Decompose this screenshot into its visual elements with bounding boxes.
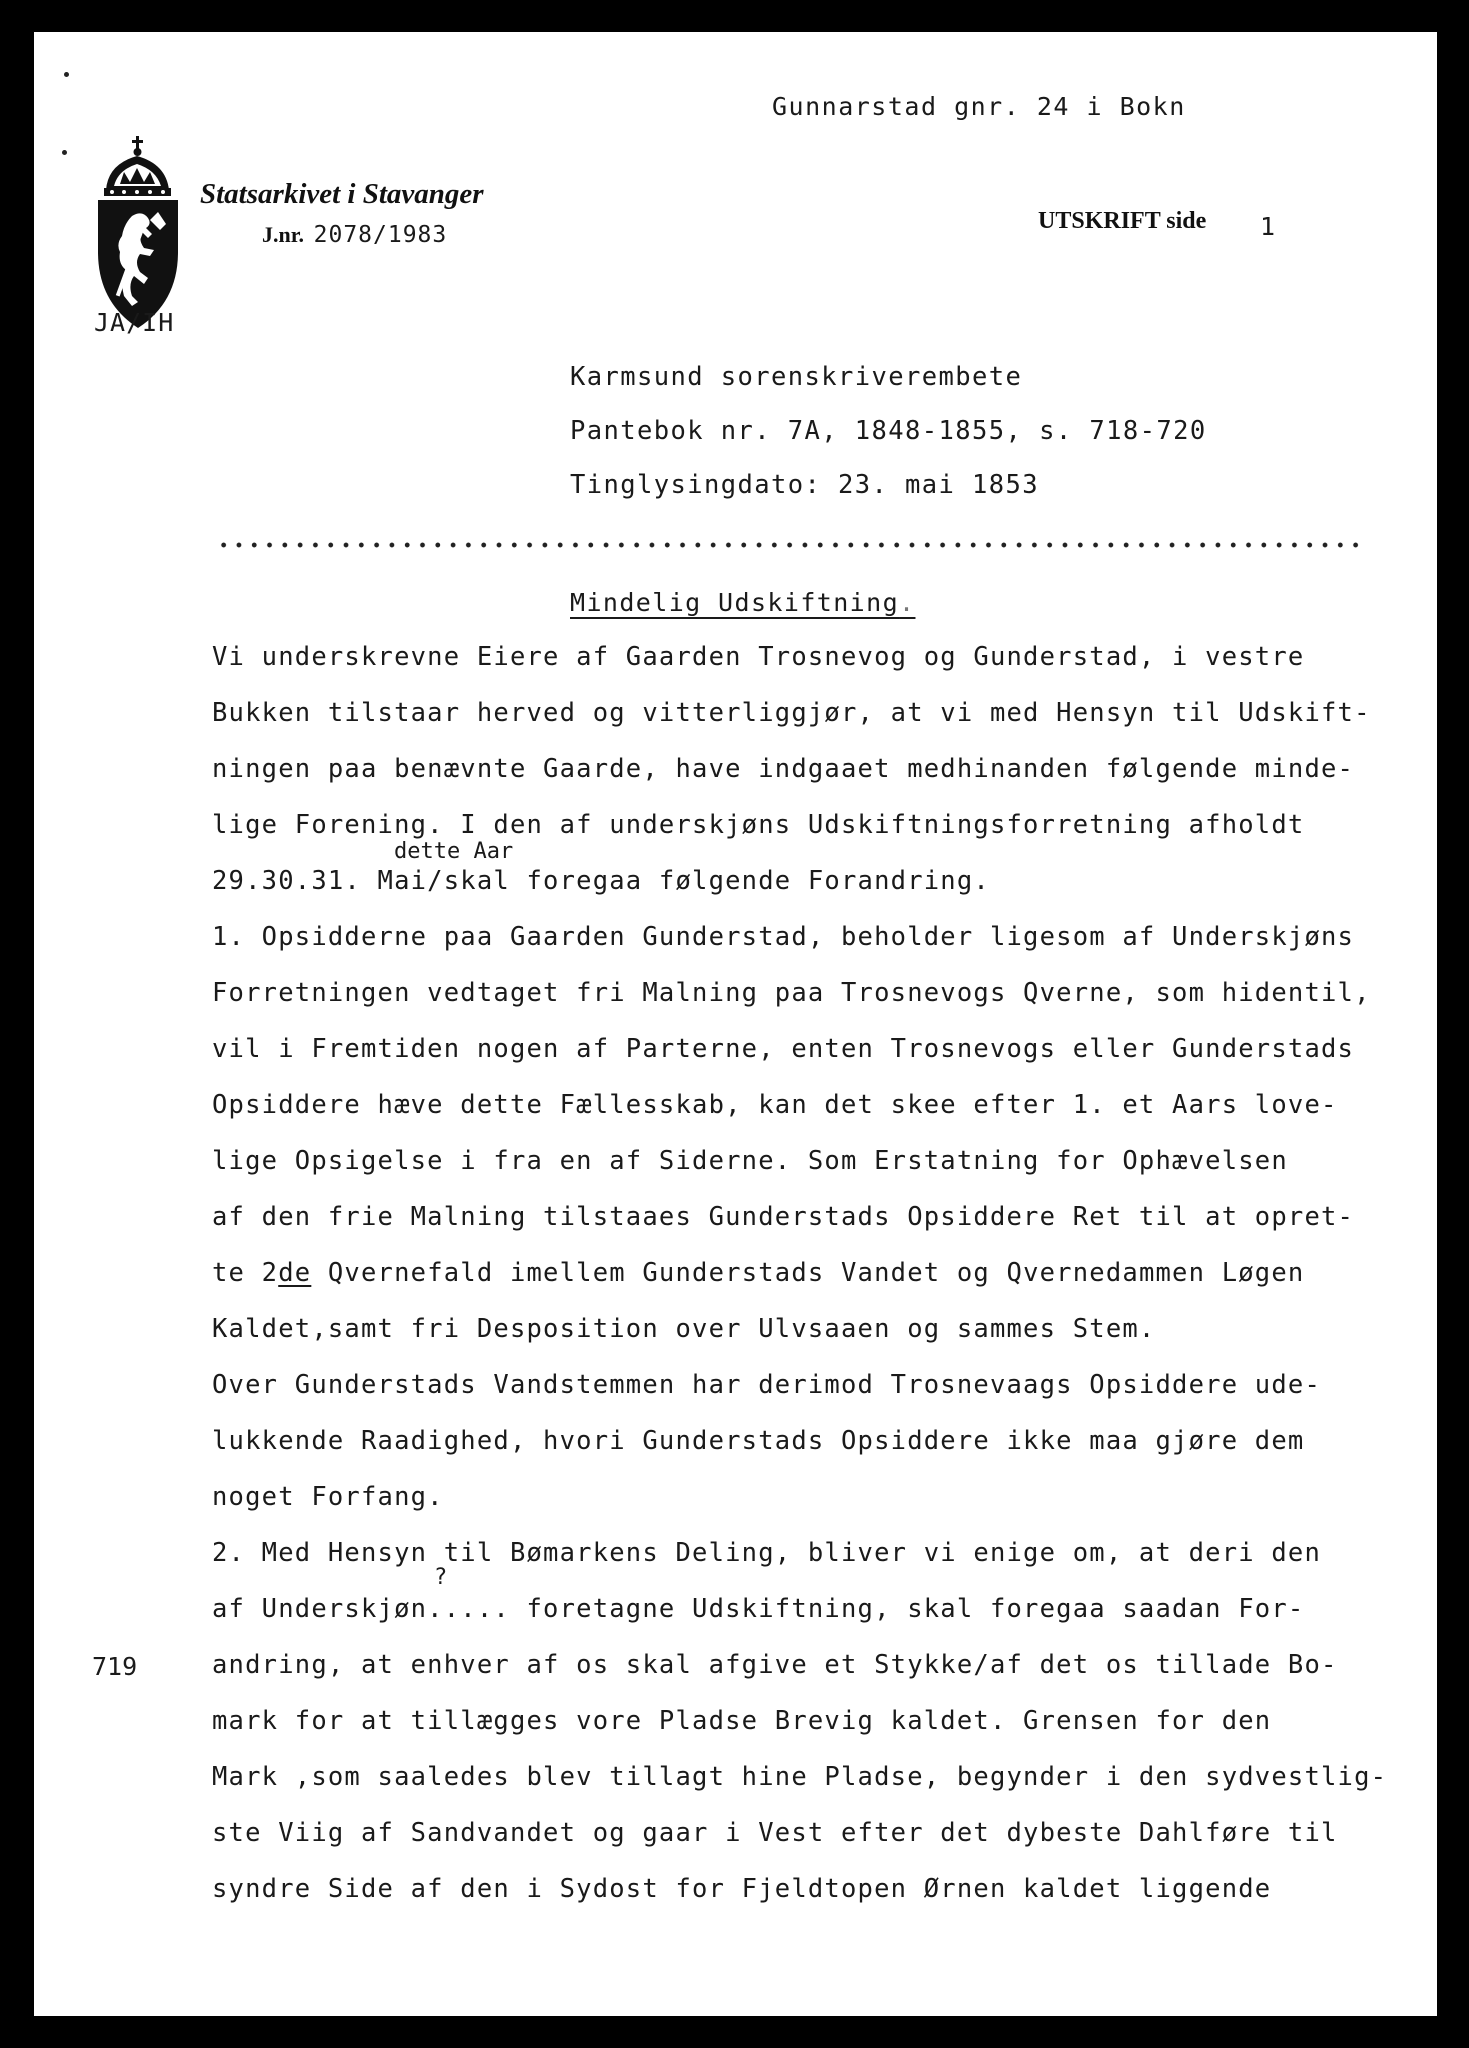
margin-page-number: 719 bbox=[92, 1652, 138, 1681]
line-prefix: te 2 bbox=[212, 1258, 279, 1288]
title-mark: . bbox=[899, 588, 916, 617]
text-line: ningen paa benævnte Gaarde, have indgaaet medhinanden følgende minde- bbox=[212, 754, 1355, 784]
text-line: af Underskjøn..... foretagne Udskiftning, skal foregaa saadan For- bbox=[212, 1594, 1305, 1624]
text-line bbox=[212, 1258, 1304, 1288]
source-office: Karmsund sorenskriverembete bbox=[570, 362, 1023, 392]
page-number: 1 bbox=[1260, 212, 1276, 241]
text-line: lige Forening. I den af underskjøns Udskiftningsforretning afholdt bbox=[212, 810, 1305, 840]
text-line: 2. Med Hensyn til Bømarkens Deling, bliver vi enige om, at deri den bbox=[212, 1538, 1322, 1568]
initials: JA/IH bbox=[94, 308, 175, 337]
interlinear-query: ? bbox=[434, 1565, 448, 1590]
document-title bbox=[570, 588, 915, 617]
text-line: lukkende Raadighed, hvori Gunderstads Opsiddere ikke maa gjøre dem bbox=[212, 1426, 1305, 1456]
document-title-text: Mindelig Udskiftning bbox=[570, 588, 900, 617]
text-line: syndre Side af den i Sydost for Fjeldtopen Ørnen kaldet liggende bbox=[212, 1874, 1272, 1904]
text-line: vil i Fremtiden nogen af Parterne, enten Trosnevogs eller Gunderstads bbox=[212, 1034, 1355, 1064]
text-line: af den frie Malning tilstaaes Gunderstads Opsiddere Ret til at opret- bbox=[212, 1202, 1355, 1232]
norwegian-coat-of-arms-icon bbox=[88, 132, 188, 332]
text-line: lige Opsigelse i fra en af Siderne. Som Erstatning for Ophævelsen bbox=[212, 1146, 1288, 1176]
archive-name: Statsarkivet i Stavanger bbox=[200, 178, 484, 210]
text-line: 29.30.31. Mai/skal foregaa følgende Forandring. bbox=[212, 866, 990, 896]
source-book: Pantebok nr. 7A, 1848-1855, s. 718-720 bbox=[570, 416, 1207, 446]
text-line: ste Viig af Sandvandet og gaar i Vest efter det dybeste Dahlføre til bbox=[212, 1818, 1338, 1848]
text-line: 1. Opsidderne paa Gaarden Gunderstad, beholder ligesom af Underskjøns bbox=[212, 922, 1355, 952]
interlinear-insertion: dette Aar bbox=[394, 839, 514, 864]
registration-date: Tinglysingdato: 23. mai 1853 bbox=[570, 470, 1040, 500]
text-line: Kaldet,samt fri Desposition over Ulvsaaen og sammes Stem. bbox=[212, 1314, 1156, 1344]
margin-dot bbox=[64, 72, 69, 77]
text-line: Opsiddere hæve dette Fællesskab, kan det skee efter 1. et Aars love- bbox=[212, 1090, 1338, 1120]
text-line: Mark ,som saaledes blev tillagt hine Pladse, begynder i den sydvestlig- bbox=[212, 1762, 1388, 1792]
text-line: Forretningen vedtaget fri Malning paa Trosnevogs Qverne, som hidentil, bbox=[212, 978, 1371, 1008]
transcript-label: UTSKRIFT side bbox=[1038, 208, 1207, 234]
text-line: Over Gunderstads Vandstemmen har derimod Trosnevaags Opsiddere ude- bbox=[212, 1370, 1322, 1400]
farm-reference: Gunnarstad gnr. 24 i Bokn bbox=[772, 92, 1186, 121]
document-page bbox=[34, 32, 1437, 2016]
underlined-word: de bbox=[278, 1258, 312, 1288]
text-line: andring, at enhver af os skal afgive et Stykke/af det os tillade Bo- bbox=[212, 1650, 1338, 1680]
dotted-separator bbox=[216, 542, 1364, 548]
line-rest: Qvernefald imellem Gunderstads Vandet og Qvernedammen Løgen bbox=[311, 1258, 1305, 1288]
text-line: Vi underskrevne Eiere af Gaarden Trosnevog og Gunderstad, i vestre bbox=[212, 642, 1305, 672]
margin-dot bbox=[62, 150, 67, 155]
text-line: mark for at tillægges vore Pladse Brevig kaldet. Grensen for den bbox=[212, 1706, 1272, 1736]
journal-number-line bbox=[262, 222, 447, 248]
journal-number: 2078/1983 bbox=[313, 222, 448, 248]
text-line: noget Forfang. bbox=[212, 1482, 444, 1512]
text-line: Bukken tilstaar herved og vitterliggjør, at vi med Hensyn til Udskift- bbox=[212, 698, 1371, 728]
journal-label: J.nr. bbox=[262, 222, 304, 247]
